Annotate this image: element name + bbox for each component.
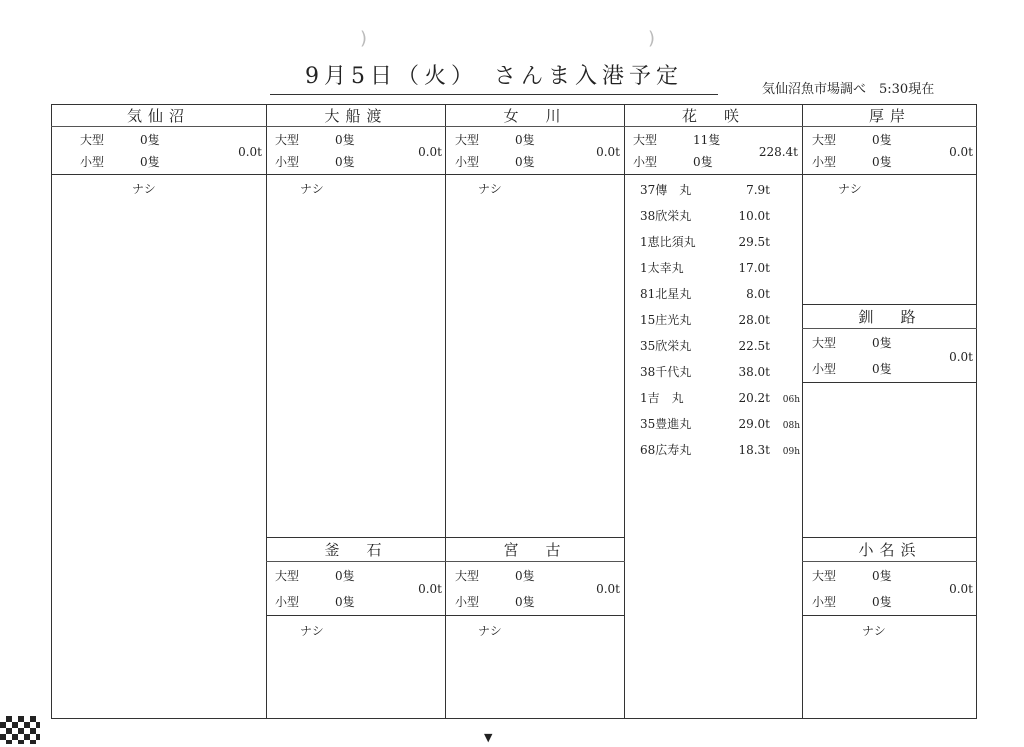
count-small-miyako: 小型 0隻	[455, 595, 535, 609]
count-large-kushiro: 大型 0隻	[812, 336, 892, 350]
port-name-kushiro: 釧 路	[858, 308, 922, 326]
ship-row: 38欣栄丸 10.0t	[640, 209, 770, 223]
tons-kesennuma: 0.0t	[238, 145, 262, 159]
count-small-kesennuma: 小型 0隻	[80, 155, 160, 169]
note-onahama: ナシ	[862, 624, 886, 638]
port-name-kamaishi: 釜 石	[324, 541, 388, 559]
section-separator	[802, 382, 977, 383]
column-divider	[624, 104, 625, 719]
count-large-akkeshi: 大型 0隻	[812, 133, 892, 147]
tons-kushiro: 0.0t	[949, 350, 973, 364]
count-large-ofunato: 大型 0隻	[275, 133, 355, 147]
tons-hanasaki: 228.4t	[758, 145, 798, 159]
count-large-hanasaki: 大型 11隻	[633, 133, 721, 147]
port-name-onahama: 小名浜	[858, 541, 922, 559]
column-divider	[445, 104, 446, 719]
count-small-kamaishi: 小型 0隻	[275, 595, 355, 609]
port-name-ofunato: 大船渡	[324, 107, 388, 125]
port-name-kesennuma: 気仙沼	[126, 107, 190, 125]
count-large-onahama: 大型 0隻	[812, 569, 892, 583]
punch-hole-mark: )	[648, 28, 656, 49]
count-small-ofunato: 小型 0隻	[275, 155, 355, 169]
section-separator	[802, 304, 977, 305]
count-small-onagawa: 小型 0隻	[455, 155, 535, 169]
ship-list	[640, 177, 800, 463]
count-small-onahama: 小型 0隻	[812, 595, 892, 609]
note-akkeshi: ナシ	[838, 182, 862, 196]
page-subtitle: 気仙沼魚市場調べ 5:30現在	[762, 82, 935, 97]
section-separator	[802, 615, 977, 616]
count-small-akkeshi: 小型 0隻	[812, 155, 892, 169]
port-name-onagawa: 女 川	[503, 107, 567, 125]
column-divider	[802, 104, 803, 719]
note-miyako: ナシ	[478, 624, 502, 638]
port-name-miyako: 宮 古	[503, 541, 567, 559]
tons-akkeshi: 0.0t	[949, 145, 973, 159]
port-name-hanasaki: 花 咲	[681, 107, 745, 125]
tons-onahama: 0.0t	[949, 582, 973, 596]
count-large-kesennuma: 大型 0隻	[80, 133, 160, 147]
section-separator	[266, 537, 625, 538]
count-small-hanasaki: 小型 0隻	[633, 155, 713, 169]
ship-row: 81北星丸 8.0t	[640, 287, 770, 301]
note-kamaishi: ナシ	[300, 624, 324, 638]
punch-hole-mark: )	[360, 28, 368, 49]
header-separator	[802, 561, 977, 562]
ship-row: 38千代丸 38.0t	[640, 365, 770, 379]
count-large-miyako: 大型 0隻	[455, 569, 535, 583]
count-large-onagawa: 大型 0隻	[455, 133, 535, 147]
tons-onagawa: 0.0t	[596, 145, 620, 159]
column-divider	[266, 104, 267, 719]
tons-miyako: 0.0t	[596, 582, 620, 596]
ship-row: 35欣栄丸 22.5t	[640, 339, 770, 353]
ship-row: 35豊進丸 29.0t 08h	[640, 417, 800, 431]
section-separator	[266, 615, 625, 616]
tons-kamaishi: 0.0t	[418, 582, 442, 596]
section-separator	[51, 174, 977, 175]
note-onagawa: ナシ	[478, 182, 502, 196]
port-name-akkeshi: 厚岸	[868, 107, 911, 125]
page-title: 9月5日（火） さんま入港予定	[270, 60, 718, 95]
ship-row: 15庄光丸 28.0t	[640, 313, 770, 327]
ship-row: 1吉 丸 20.2t 06h	[640, 391, 800, 405]
ship-row: 68広寿丸 18.3t 09h	[640, 443, 800, 457]
count-small-kushiro: 小型 0隻	[812, 362, 892, 376]
section-separator	[802, 537, 977, 538]
scan-checker-mark	[0, 716, 40, 744]
tons-ofunato: 0.0t	[418, 145, 442, 159]
ship-row: 1太幸丸 17.0t	[640, 261, 770, 275]
ship-row: 1恵比須丸 29.5t	[640, 235, 770, 249]
down-arrow-icon: ▼	[484, 731, 493, 744]
count-large-kamaishi: 大型 0隻	[275, 569, 355, 583]
ship-row: 37傳 丸 7.9t	[640, 183, 770, 197]
note-kesennuma: ナシ	[132, 182, 156, 196]
note-ofunato: ナシ	[300, 182, 324, 196]
header-separator	[266, 561, 625, 562]
header-separator	[802, 328, 977, 329]
